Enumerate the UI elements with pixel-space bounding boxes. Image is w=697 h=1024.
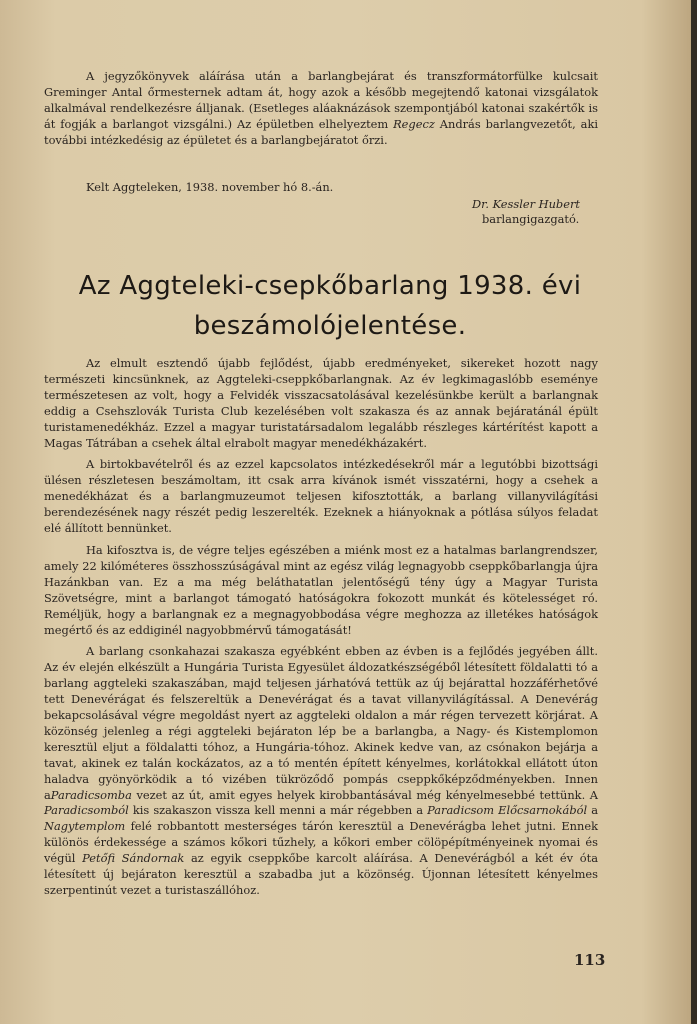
italic-name: Petőfi Sándornak <box>82 851 185 866</box>
article-title-line-1: Az Aggteleki-csepkőbarlang 1938. évi <box>78 271 582 301</box>
italic-name: Nagytemplom <box>44 819 126 834</box>
text-run: a <box>587 803 598 818</box>
page-number: 113 <box>574 951 606 969</box>
closing-note <box>44 69 598 149</box>
body-paragraph <box>44 457 598 537</box>
text-run: Az elmult esztendő újabb fejlődést, újabb eredményeket, sikereket hozott nagy természeti kincsünknek, az Aggteleki-cseppkőbarlangnak. Az év legkimagaslóbb eseménye természetesen az volt, hogy a Felvidék visszacsatolásával kezelésünkbe került a barlangnak eddig a Csehszlovák Turista Club kezelésében volt szakasza és az annak bejáratánál épült turistamenedékház. Ezzel a magyar turistatársadalom legalább részleges kártérítést kapott a Magas Tátrában a csehek által elrabolt magyar menedékházakért. <box>44 356 598 450</box>
text-run: A jegyzőkönyvek aláírása után a barlangbejárat és transzformátorfülke kulcsait Greminger Antal őrmesternek adtam át, hogy azok a később megejtendő katonai vizsgálatok alkalmával rendelkezésre álljanak. (Esetleges aláaknázások szempontjából katonai szakértők is át fogják a barlangot vizsgálni.) Az épületben elhelyeztem <box>44 69 598 131</box>
italic-name: Paradicsomba <box>50 787 132 802</box>
text-run: A barlang csonkahazai szakasza egyébként ebben az évben is a fejlődés jegyében állt. Az év elején elkészült a Hungária Turista Egyesület áldozatkészségéből létesített földalatti tó a barlang aggteleki szakaszában, majd teljesen járhatóvá tettük az új bejárattal hozzáférhetővé tett Denevérágat és felszereltük a Denevérágat és a tavat villanyvilágítással. A Denevérág bekapcsolásával végre megoldást nyert az aggteleki oldalon a már régen tervezett körjárat. A közönség jelenleg a régi aggteleki bejáraton lép be a barlangba, a Nagy- és Kistemplomon keresztül eljut a földalatti tóhoz, a Hungária-tóhoz. Akinek kedve van, az csónakon bejárja a tavat, akinek ez talán kockázatos, az a tó mentén épített kényelmes, korlátokkal ellátott úton haladva gyönyörködik a tó vizében tükröződő pompás cseppkőképződményekben. Innen a <box>44 644 598 802</box>
body-paragraph <box>44 356 598 451</box>
dateline: Kelt Aggteleken, 1938. november hó 8.-án. <box>86 180 334 194</box>
text-run: vezet az út, amit egyes helyek kirobbantásával még kényelmesebbé tettünk. A <box>131 787 598 802</box>
note-paragraph <box>44 69 598 149</box>
italic-name: Regecz <box>393 116 435 131</box>
text-run: kis szakaszon vissza kell menni a már régebben a <box>128 803 428 818</box>
signature-title: barlangigazgató. <box>482 212 580 226</box>
signature-name: Dr. Kessler Hubert <box>472 197 580 211</box>
italic-name: Paradicsom Előcsarnokából <box>427 803 588 818</box>
body-paragraph <box>44 644 598 899</box>
body-paragraph <box>44 543 598 638</box>
article-body <box>44 356 598 905</box>
text-run: Ha kifosztva is, de végre teljes egészében a miénk most ez a hatalmas barlangrendszer, amely 22 kilóméteres összhosszúságával mint az egész világ legnagyobb cseppkőbarlangja újra Hazánkban van. Ez a ma még beláthatatlan jelentőségű tény úgy a Magyar Turista Szövetségre, mint a barlangot támogató hatóságokra fokozott munkát és kötelességet ró. Reméljük, hogy a barlangnak ez a megnagyobbodása végre meghozza az illetékes hatóságok megértő és az eddiginél nagyobbmérvű támogatását! <box>44 542 598 637</box>
text-run: felé robbantott mesterséges tárón keresztül a Denevérágba lehet jutni. Ennek különös érdekessége a számos kőkori tűzhely, a kőkori ember cölöpépítményeinek nyomai és végül <box>44 819 598 866</box>
text-run: az egyik cseppkőbe karcolt aláírása. A Denevérágból a két év óta létesített új bejáraton keresztül a szabadba jut a közönség. Újonnan létesített kényelmes szerpentinút vezet a turistaszállóhoz. <box>44 851 598 897</box>
italic-name: Paradicsomból <box>44 803 129 818</box>
text-run: András barlangvezetőt, aki további intézkedésig az épületet és a barlangbejáratot őrzi. <box>44 116 598 147</box>
article-title-line-2: beszámolójelentése. <box>193 311 467 341</box>
text-run: A birtokbavételről és az ezzel kapcsolatos intézkedésekről már a legutóbbi bizottsági ülésen részletesen beszámoltam, itt csak arra kívánok ismét visszatérni, hogy a csehek a menedékházat és a barlangmuzeumot teljesen kifosztották, a barlang villanyvilágítási berendezésének nagy részét pedig leszerelték. Ezeknek a hiányoknak a pótlása súlyos feladat elé állított bennünket. <box>44 457 598 536</box>
